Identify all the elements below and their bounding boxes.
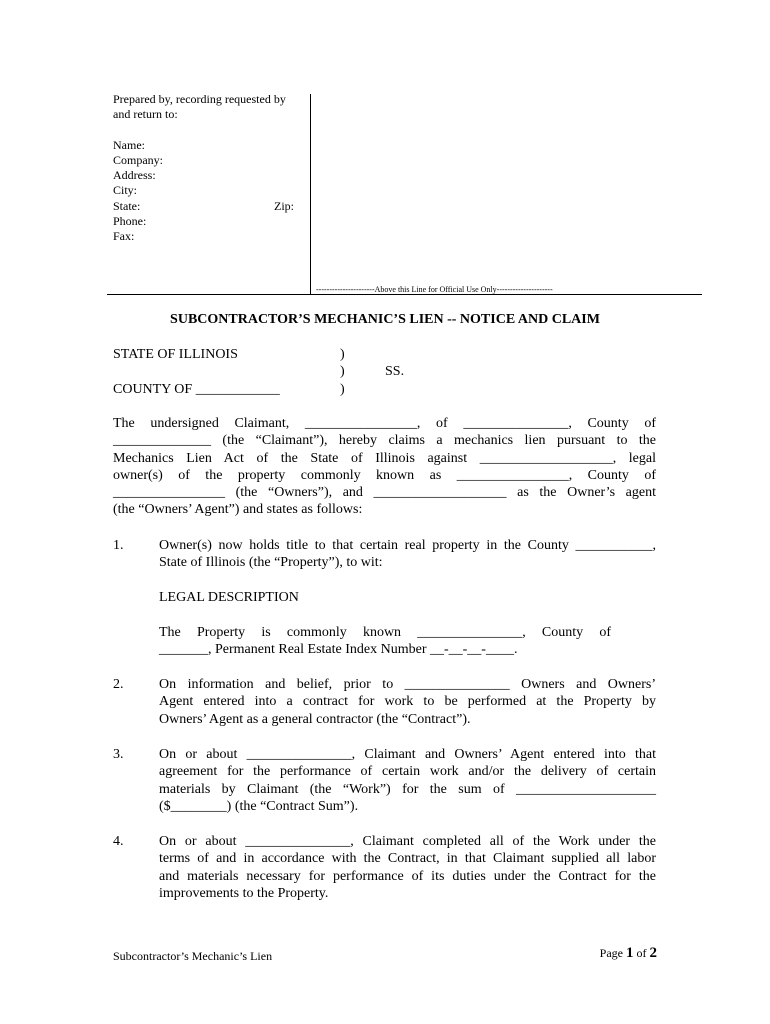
name-label: Name:	[113, 137, 145, 152]
intro-line: owner(s) of the property commonly known as ________________, County of	[113, 467, 656, 483]
header-horizontal-divider	[107, 294, 702, 295]
venue-paren-2: )	[340, 364, 345, 379]
fax-label: Fax:	[113, 229, 135, 244]
return-address-block	[113, 92, 310, 245]
of-word: of	[636, 946, 647, 960]
item-line: Agent entered into a contract for work to be performed at the Property by	[159, 694, 656, 710]
item-number: 2.	[113, 677, 124, 692]
intro-line: ______________ (the “Claimant”), hereby claims a mechanics lien pursuant to the	[113, 433, 656, 449]
item-number: 1.	[113, 538, 124, 553]
header-vertical-divider	[310, 94, 311, 294]
item-line: On or about _______________, Claimant completed all of the Work under the	[159, 834, 656, 849]
intro-line: (the “Owners’ Agent”) and states as follows:	[113, 502, 363, 518]
item-line: materials by Claimant (the “Work”) for the sum of ____________________	[159, 781, 656, 797]
item-2-text	[159, 676, 656, 728]
venue-paren-1: )	[340, 347, 345, 362]
prepared-by-line2: and return to:	[113, 107, 178, 122]
address-label: Address:	[113, 168, 156, 183]
item-line: State of Illinois (the “Property”), to wit:	[159, 555, 383, 571]
page-number	[560, 945, 657, 962]
page-current: 1	[626, 945, 634, 961]
intro-paragraph	[113, 415, 656, 519]
item-line: agreement for the performance of certain work and/or the delivery of certain	[159, 764, 656, 780]
item-line: On information and belief, prior to _______________ Owners and Owners’	[159, 677, 656, 692]
official-use-line: ----------------------Above this Line for Official Use Only---------------------	[316, 285, 553, 294]
venue-paren-3: )	[340, 382, 345, 397]
item-number: 4.	[113, 834, 124, 849]
item-line: On or about _______________, Claimant and Owners’ Agent entered into that	[159, 747, 656, 762]
property-common-known	[159, 624, 611, 659]
item-1-text	[159, 537, 656, 572]
state-label: State:	[113, 198, 141, 213]
intro-line: The undersigned Claimant, ________________, of _______________, County of	[113, 416, 656, 431]
page-total: 2	[649, 945, 657, 961]
venue-ss: SS.	[385, 364, 405, 379]
phone-label: Phone:	[113, 214, 147, 229]
footer-document-name: Subcontractor’s Mechanic’s Lien	[113, 949, 273, 963]
item-number: 3.	[113, 747, 124, 762]
item-line: Owner(s) now holds title to that certain real property in the County ___________,	[159, 538, 656, 553]
document-title: SUBCONTRACTOR’S MECHANIC’S LIEN -- NOTICE AND CLAIM	[170, 312, 600, 327]
legal-description-heading: LEGAL DESCRIPTION	[159, 590, 299, 605]
item-line: Owners’ Agent as a general contractor (the “Contract”).	[159, 711, 471, 727]
item-line: ($________) (the “Contract Sum”).	[159, 798, 359, 814]
item-3-text	[159, 746, 656, 815]
item-line: improvements to the Property.	[159, 885, 329, 901]
item-line: _______, Permanent Real Estate Index Number __-__-__-____.	[159, 642, 518, 658]
page-word: Page	[599, 946, 623, 960]
zip-label: Zip:	[274, 199, 294, 213]
item-line: and materials necessary for performance of its duties under the Contract for the	[159, 868, 656, 884]
venue-county: COUNTY OF ____________	[113, 382, 280, 397]
intro-line: Mechanics Lien Act of the State of Illinois against ___________________, legal	[113, 450, 656, 466]
intro-line: ________________ (the “Owners”), and ___________________ as the Owner’s agent	[113, 485, 656, 501]
prepared-by-line1: Prepared by, recording requested by	[113, 92, 286, 106]
company-label: Company:	[113, 152, 163, 167]
item-line: terms of and in accordance with the Contract, in that Claimant supplied all labor	[159, 851, 656, 867]
venue-state: STATE OF ILLINOIS	[113, 347, 238, 362]
item-4-text	[159, 833, 656, 902]
item-line: The Property is commonly known _______________, County of	[159, 625, 611, 640]
city-label: City:	[113, 183, 138, 198]
